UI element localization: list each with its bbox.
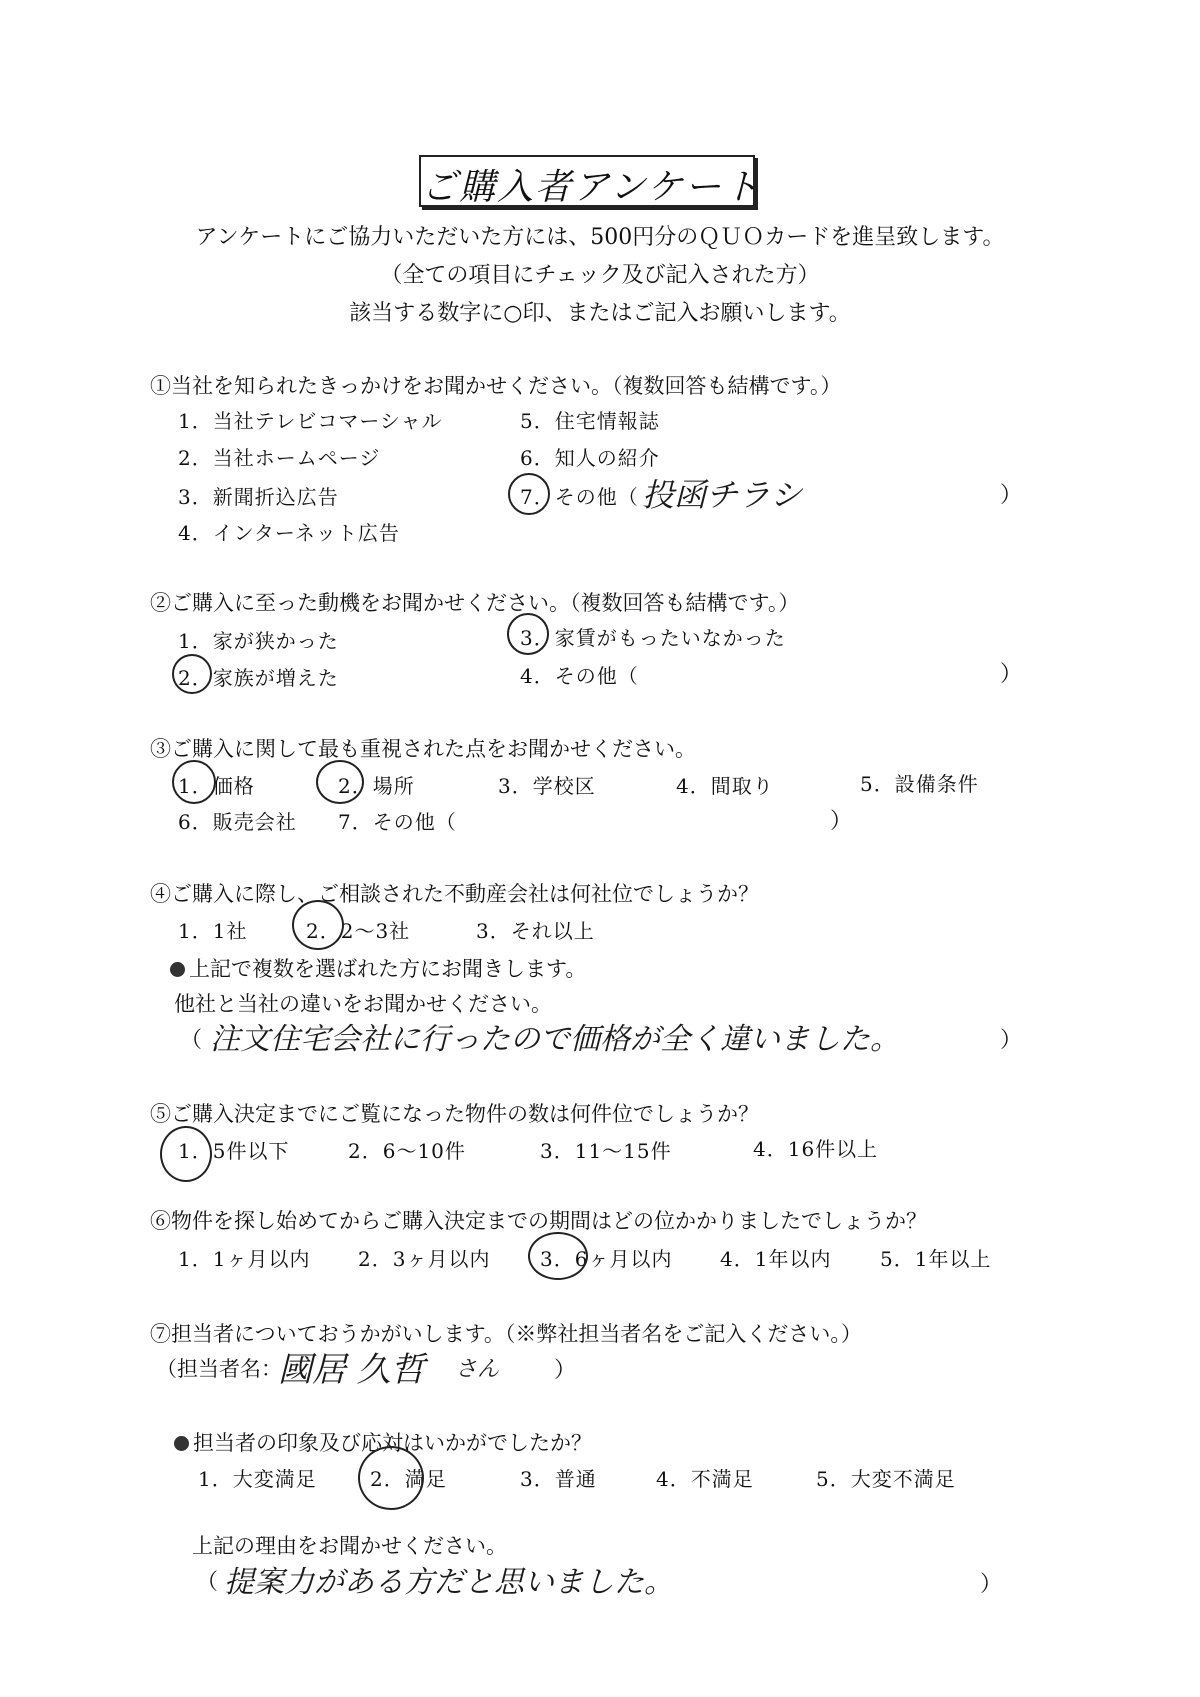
title-box [419,155,761,208]
q1-close-paren: ） [1000,483,1023,508]
q5-option-1[interactable]: 1．5件以下 [178,1139,290,1163]
q2-option-2[interactable]: 2．家族が増えた [178,666,339,690]
q3-selected-circle-2 [316,760,364,804]
q5-option-4[interactable]: 4．16件以上 [753,1137,879,1161]
q3-option-5[interactable]: 5．設備条件 [860,772,979,796]
q2-selected-circle-2 [172,654,212,694]
q1-option-5[interactable]: 5．住宅情報誌 [520,409,660,433]
q1-option-2[interactable]: 2．当社ホームページ [178,446,381,470]
q6-option-5[interactable]: 5．1年以上 [880,1247,992,1271]
q7-option-2[interactable]: 2．満足 [370,1467,447,1491]
q7-option-5[interactable]: 5．大変不満足 [816,1467,956,1491]
q2-selected-circle-3 [507,613,549,655]
q7-option-1[interactable]: 1．大変満足 [198,1467,317,1491]
q7-selected-circle [358,1446,424,1510]
q5-option-3[interactable]: 3．11～15件 [540,1139,672,1163]
q7-reason-open-paren: （ [196,1570,219,1595]
bullet-icon [170,962,185,977]
q3-option-2[interactable]: 2．場所 [338,774,415,798]
q1-option-6[interactable]: 6．知人の紹介 [520,446,660,470]
q1-option-4[interactable]: 4．インターネット広告 [178,521,400,545]
q7-option-3[interactable]: 3．普通 [520,1467,597,1491]
q2-option-1[interactable]: 1．家が狭かった [178,629,339,653]
q5-option-2[interactable]: 2．6～10件 [348,1139,466,1163]
q4-selected-circle [292,900,344,950]
q7-option-4[interactable]: 4．不満足 [656,1467,754,1491]
q7-reason-prompt: 上記の理由をお聞かせください。 [192,1534,507,1558]
q4-option-2[interactable]: 2．2～3社 [306,919,411,943]
q7-impression-question: 担当者の印象及び応対はいかがでしたか？ [174,1427,592,1457]
q7-name-label: （担当者名： [156,1357,282,1381]
q3-option-6[interactable]: 6．販売会社 [178,810,297,834]
q5-selected-circle [160,1126,212,1182]
q3-selected-circle-1 [172,760,216,804]
q2-option-3[interactable]: 3．家賃がもったいなかった [520,626,786,650]
q1-option-1[interactable]: 1．当社テレビコマーシャル [178,409,443,433]
q3-close-paren: ） [830,809,853,834]
q4-sub-question: 上記で複数を選ばれた方にお聞きします。 [170,953,586,983]
q7-name-answer[interactable]: 國居 久哲 [278,1350,425,1390]
q7-name-suffix: さん [455,1357,500,1382]
intro-line-3: 該当する数字に○印、またはご記入お願いします。 [349,301,851,326]
q7-reason-close-paren: ） [980,1572,1003,1597]
q6-selected-circle [528,1232,588,1280]
q2-question: ②ご購入に至った動機をお聞かせください。（複数回答も結構です。） [150,591,800,615]
q4-open-paren: （ [180,1028,203,1053]
q6-option-2[interactable]: 2．3ヶ月以内 [358,1247,491,1271]
q7-question: ⑦担当者についておうかがいします。（※弊社担当者名をご記入ください。） [150,1322,862,1346]
q4-option-3[interactable]: 3．それ以上 [476,919,595,943]
q6-option-1[interactable]: 1．1ヶ月以内 [178,1247,311,1271]
q4-close-paren: ） [1000,1028,1023,1053]
q4-option-1[interactable]: 1．1社 [178,919,248,943]
q3-option-7[interactable]: 7．その他（ [338,810,457,834]
q4-free-answer[interactable]: 注文住宅会社に行ったので価格が全く違いました。 [210,1022,900,1057]
q3-option-3[interactable]: 3．学校区 [498,774,596,798]
q4-question: ④ご購入に際し、ご相談された不動産会社は何社位でしょうか？ [150,882,759,906]
q5-question: ⑤ご購入決定までにご覧になった物件の数は何件位でしょうか？ [150,1102,759,1126]
q2-option-4[interactable]: 4．その他（ [520,664,639,688]
q6-option-3[interactable]: 3．6ヶ月以内 [540,1247,673,1271]
intro-line-2: （全ての項目にチェック及び記入された方） [380,263,820,288]
q7-reason-answer[interactable]: 提案力がある方だと思いました。 [224,1565,674,1600]
bullet-icon [174,1436,189,1451]
q3-option-1[interactable]: 1．価格 [178,774,255,798]
q1-question: ①当社を知られたきっかけをお聞かせください。（複数回答も結構です。） [150,374,842,398]
q3-option-4[interactable]: 4．間取り [676,774,774,798]
q6-question: ⑥物件を探し始めてからご購入決定までの期間はどの位かかりましたでしょうか？ [150,1209,927,1233]
q1-selected-circle [508,473,550,515]
q4-sub-prompt: 他社と当社の違いをお聞かせください。 [174,992,552,1016]
q7-name-close-paren: ） [554,1358,577,1383]
q3-question: ③ご購入に関して最も重視された点をお聞かせください。 [150,737,696,761]
q6-option-4[interactable]: 4．1年以内 [720,1247,832,1271]
intro-line-1: アンケートにご協力いただいた方には、500円分のＱＵＯカードを進呈致します。 [195,225,1005,250]
q1-other-answer[interactable]: 投函チラシ [642,476,803,514]
q2-close-paren: ） [1000,662,1023,687]
q1-option-7[interactable]: 7．その他（ [520,485,639,509]
page-title: ご購入者アンケート [421,167,761,208]
q1-option-3[interactable]: 3．新聞折込広告 [178,485,339,509]
